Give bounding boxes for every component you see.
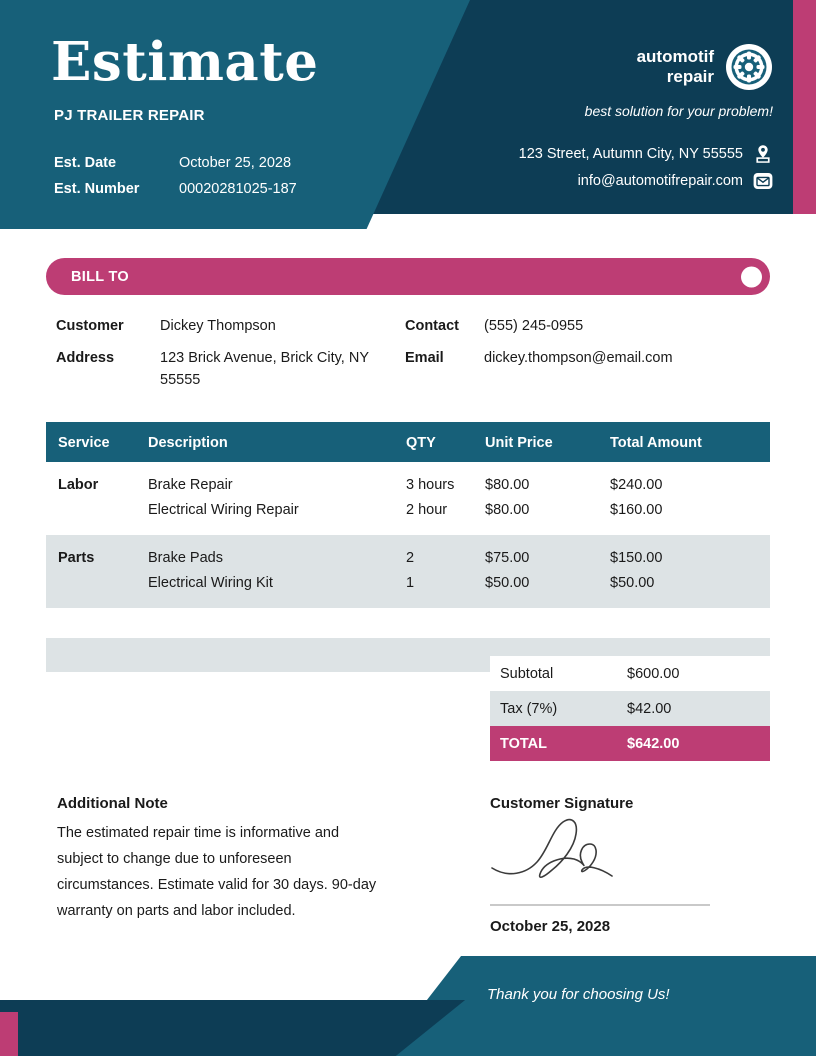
total-value: $642.00 (627, 735, 680, 752)
cell-qty (406, 473, 485, 523)
cell-total-line: $150.00 (610, 550, 663, 566)
document-header (0, 0, 816, 232)
cell-service: Labor (58, 477, 99, 493)
estimate-date-value: October 25, 2028 (179, 155, 292, 171)
footer-pink-accent-bar (0, 1012, 18, 1056)
estimate-number-label: Est. Number (54, 181, 140, 197)
cell-total-line: $50.00 (610, 575, 655, 591)
brand-logo-text (637, 47, 714, 87)
address-value: 123 Brick Avenue, Brick City, NY 55555 (160, 350, 369, 388)
address-label: Address (56, 350, 115, 366)
cell-unit-price-line: $80.00 (485, 502, 530, 518)
totals-section (490, 656, 770, 761)
document-footer (0, 956, 816, 1056)
estimate-number-row (54, 176, 297, 202)
brand-tagline: best solution for your problem! (584, 103, 773, 119)
location-pin-icon (753, 143, 773, 165)
cell-qty-line: 3 hours (406, 477, 455, 493)
brand-logo (637, 43, 773, 91)
header-pink-accent-bar (793, 0, 816, 214)
cell-description-line: Electrical Wiring Kit (148, 575, 273, 591)
envelope-icon (753, 170, 773, 192)
cell-unit-price (485, 546, 610, 596)
customer-signature-block (490, 795, 720, 935)
additional-note-block (57, 795, 387, 924)
additional-note-title: Additional Note (57, 795, 168, 812)
table-header-row (46, 422, 770, 462)
column-header-qty: QTY (406, 434, 436, 451)
wheel-gear-icon (725, 43, 773, 91)
subtotal-row (490, 656, 770, 691)
additional-note-body: The estimated repair time is informative and subject to change due to unforeseen circumstances. Estimate valid for 30 days. 90-day warranty on parts and labor included. (57, 825, 377, 919)
service-table (46, 422, 770, 672)
cell-qty-line: 2 (406, 550, 415, 566)
customer-signature-title: Customer Signature (490, 795, 634, 812)
email-value: dickey.thompson@email.com (484, 350, 673, 366)
brand-logo-line2: repair (666, 67, 714, 86)
subtotal-value: $600.00 (627, 665, 680, 682)
cell-qty-line: 1 (406, 575, 415, 591)
contact-label: Contact (405, 318, 459, 334)
table-spacer (46, 608, 770, 618)
email-label: Email (405, 350, 444, 366)
company-name: PJ TRAILER REPAIR (54, 107, 205, 124)
header-email-line (578, 170, 773, 192)
cell-unit-price (485, 473, 610, 523)
contact-value: (555) 245-0955 (484, 318, 584, 334)
cell-service: Parts (58, 550, 95, 566)
bill-to-dot-accent (741, 266, 762, 287)
estimate-date-row (54, 150, 297, 176)
cell-total (610, 473, 770, 523)
table-spacer (46, 628, 770, 638)
bill-to-label: BILL TO (71, 268, 129, 285)
table-row (46, 535, 770, 608)
bill-to-bar (46, 258, 770, 295)
footer-message: Thank you for choosing Us! (487, 986, 670, 1003)
tax-label: Tax (7%) (500, 700, 558, 717)
column-header-total-amount: Total Amount (610, 434, 702, 451)
customer-value: Dickey Thompson (160, 318, 276, 334)
estimate-number-value: 00020281025-187 (179, 181, 297, 197)
cell-unit-price-line: $50.00 (485, 575, 530, 591)
column-header-unit-price: Unit Price (485, 434, 553, 451)
brand-logo-line1: automotif (636, 47, 714, 66)
cell-unit-price-line: $80.00 (485, 477, 530, 493)
table-row (46, 462, 770, 535)
total-label: TOTAL (500, 735, 547, 752)
estimate-date-label: Est. Date (54, 155, 117, 171)
cell-unit-price-line: $75.00 (485, 550, 530, 566)
cell-description-line: Electrical Wiring Repair (148, 502, 299, 518)
page-title: Estimate (51, 31, 319, 93)
cell-qty (406, 546, 485, 596)
total-row (490, 726, 770, 761)
tax-row (490, 691, 770, 726)
table-spacer (46, 618, 770, 628)
estimate-meta (54, 150, 297, 202)
cell-description (148, 546, 406, 596)
customer-label: Customer (56, 318, 124, 334)
cursive-signature-icon (490, 884, 715, 901)
column-header-service: Service (58, 434, 110, 451)
cell-total (610, 546, 770, 596)
tax-value: $42.00 (627, 700, 672, 717)
cell-total-line: $160.00 (610, 502, 663, 518)
cell-description-line: Brake Repair (148, 477, 233, 493)
cell-description (148, 473, 406, 523)
cell-total-line: $240.00 (610, 477, 663, 493)
header-address-line (519, 143, 773, 165)
subtotal-label: Subtotal (500, 665, 554, 682)
column-header-description: Description (148, 434, 228, 451)
header-email-text: info@automotifrepair.com (577, 173, 743, 189)
bill-to-details (56, 315, 772, 391)
signature-date: October 25, 2028 (490, 918, 611, 935)
header-address-text: 123 Street, Autumn City, NY 55555 (518, 146, 743, 162)
signature-underline (490, 904, 710, 906)
cell-description-line: Brake Pads (148, 550, 223, 566)
cell-qty-line: 2 hour (406, 502, 448, 518)
